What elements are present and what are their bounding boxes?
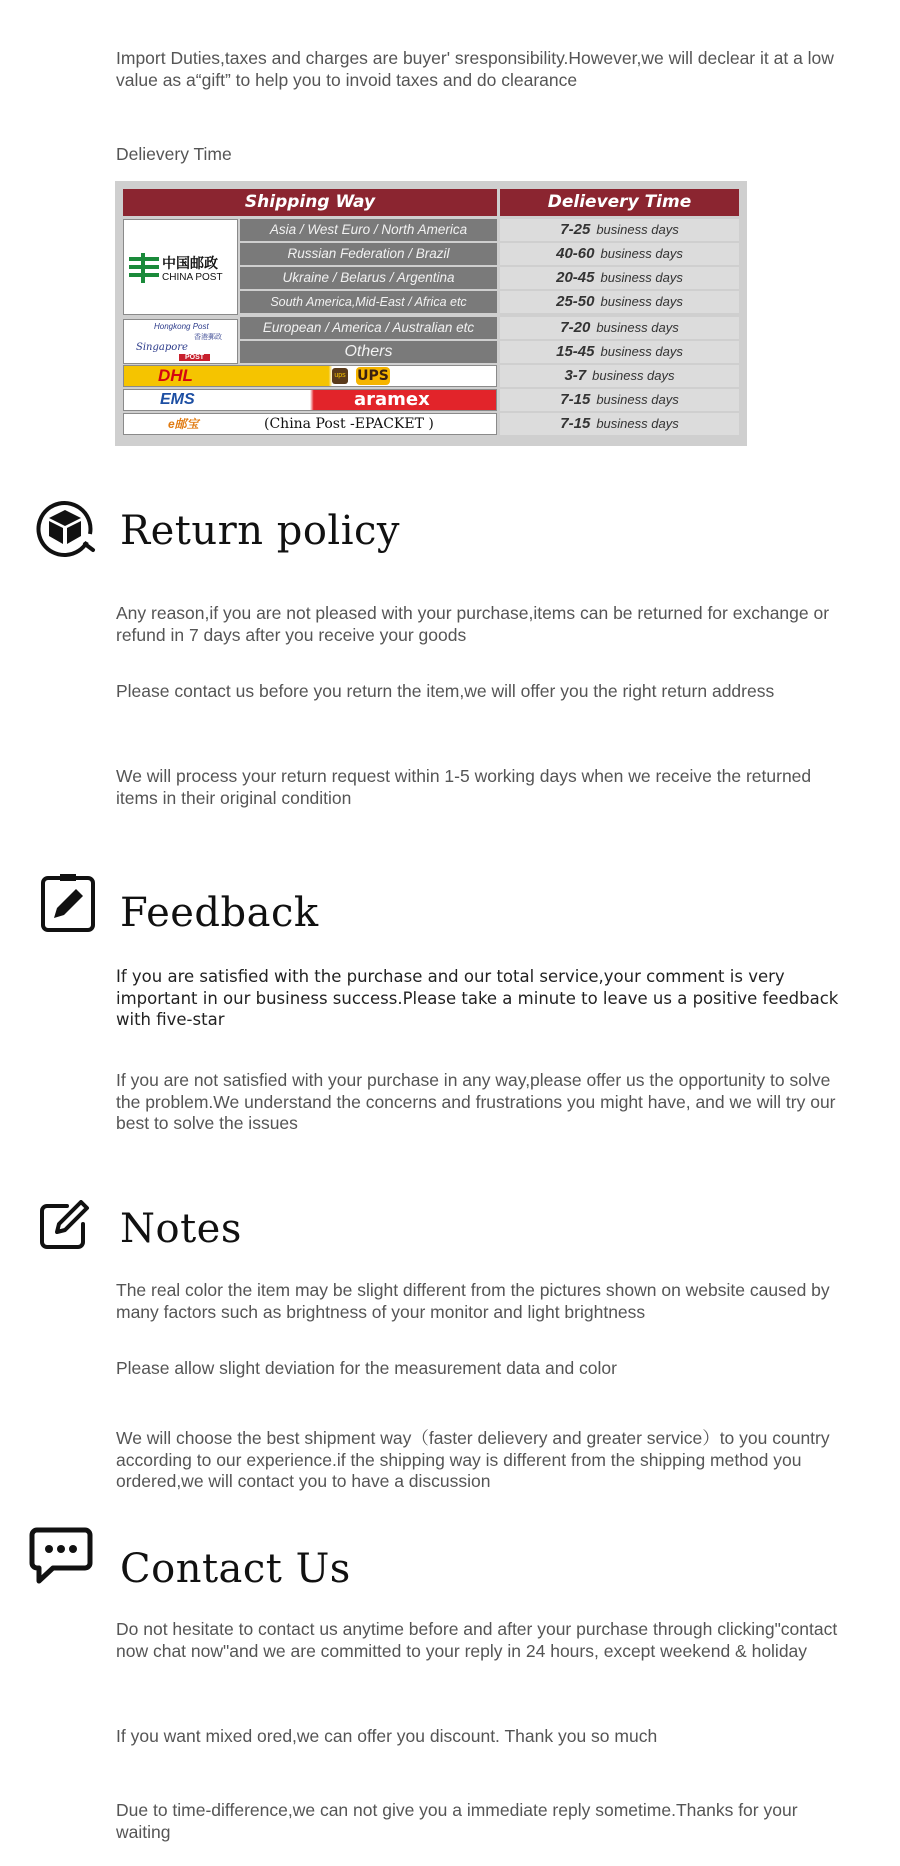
ems-logo: EMS xyxy=(160,391,195,408)
china-post-icon xyxy=(127,251,161,285)
route-row: European / America / Australian etc xyxy=(240,317,497,339)
delivery-time-label: Delievery Time xyxy=(116,144,232,164)
time-row xyxy=(500,389,739,411)
dhl-logo: DHL xyxy=(158,366,193,385)
singapore-post-badge: POST xyxy=(179,354,210,361)
notes-p2: Please allow slight deviation for the measurement data and color xyxy=(116,1358,617,1378)
ups-logo: UPS xyxy=(357,368,389,384)
notes-edit-icon xyxy=(39,1200,91,1250)
route-row: South America,Mid-East / Africa etc xyxy=(240,291,497,313)
time-row xyxy=(500,291,739,313)
shipping-table xyxy=(115,181,747,446)
china-post-en: CHINA POST xyxy=(162,272,223,283)
china-post-cn: 中国邮政 xyxy=(162,256,218,272)
days: 15-45 xyxy=(556,343,595,360)
days: 7-20 xyxy=(560,319,591,336)
hk-post-text: Hongkong Post xyxy=(154,322,209,331)
days: 20-45 xyxy=(556,269,595,286)
route-row: Russian Federation / Brazil xyxy=(240,243,497,265)
china-post-logo xyxy=(123,219,238,315)
days: 7-15 xyxy=(560,415,591,432)
return-policy-title: Return policy xyxy=(120,508,400,554)
unit: business days xyxy=(596,222,679,237)
feedback-p2: If you are not satisfied with your purchase in any way,please offer us the opportunity to solve the problem.We understand the concerns and frustrations you might have, and we will try our best to solve the issues xyxy=(116,1070,836,1133)
epacket-logo: e邮宝 xyxy=(168,417,199,431)
contact-p2: If you want mixed ored,we can offer you discount. Thank you so much xyxy=(116,1726,658,1746)
duties-text: Import Duties,taxes and charges are buyer' sresponsibility.However,we will declear it at a low value as a“gift” to help you to invoid taxes and do clearance xyxy=(116,48,834,90)
days: 7-25 xyxy=(560,221,591,238)
contact-p3: Due to time-difference,we can not give you a immediate reply sometime.Thanks for your waiting xyxy=(116,1800,798,1842)
unit: business days xyxy=(600,294,683,309)
time-row xyxy=(500,365,739,387)
time-row xyxy=(500,267,739,289)
days: 7-15 xyxy=(560,391,591,408)
feedback-title: Feedback xyxy=(120,890,319,936)
contact-p1: Do not hesitate to contact us anytime before and after your purchase through clicking"contact now chat now"and we are committed to your reply in 24 hours, except weekend & holiday xyxy=(116,1619,838,1661)
unit: business days xyxy=(596,416,679,431)
unit: business days xyxy=(592,368,675,383)
ups-small-logo: ups xyxy=(332,368,348,384)
unit: business days xyxy=(596,320,679,335)
unit: business days xyxy=(596,392,679,407)
delivery-time-header: Delievery Time xyxy=(500,189,739,216)
route-row: Ukraine / Belarus / Argentina xyxy=(240,267,497,289)
return-p2: Please contact us before you return the item,we will offer you the right return address xyxy=(116,681,775,701)
chat-icon xyxy=(29,1527,93,1587)
unit: business days xyxy=(600,344,683,359)
epacket-row xyxy=(123,413,497,435)
unit: business days xyxy=(600,270,683,285)
time-row xyxy=(500,317,739,339)
ems-aramex-row xyxy=(123,389,497,411)
route-row: Asia / West Euro / North America xyxy=(240,219,497,241)
notes-p3: We will choose the best shipment way（faster delievery and greater service）to you country according to our experience.if the shipping way is different from the shipping method you ordered,we will contact you to have a discussion xyxy=(116,1428,830,1491)
time-row xyxy=(500,341,739,363)
box-icon xyxy=(35,498,97,558)
feedback-pencil-icon xyxy=(40,872,96,932)
days: 3-7 xyxy=(564,367,587,384)
shipping-way-header: Shipping Way xyxy=(123,189,497,216)
dhl-ups-row xyxy=(123,365,497,387)
contact-title: Contact Us xyxy=(120,1546,351,1592)
time-row xyxy=(500,219,739,241)
time-row xyxy=(500,243,739,265)
notes-title: Notes xyxy=(120,1206,242,1252)
aramex-logo: aramex xyxy=(354,389,430,410)
unit: business days xyxy=(600,246,683,261)
epacket-text: (China Post -EPACKET ) xyxy=(264,416,434,432)
route-row: Others xyxy=(240,341,497,363)
notes-p1: The real color the item may be slight different from the pictures shown on website caused by many factors such as brightness of your monitor and light brightness xyxy=(116,1280,830,1322)
return-p3: We will process your return request within 1-5 working days when we receive the returned items in their original condition xyxy=(116,766,812,808)
hk-post-cn: 香港郵政 xyxy=(194,334,222,341)
return-p1: Any reason,if you are not pleased with your purchase,items can be returned for exchange or refund in 7 days after you receive your goods xyxy=(116,603,830,645)
feedback-p1: If you are satisfied with the purchase and our total service,your comment is very important in our business success.Please take a minute to leave us a positive feedback with five-star xyxy=(116,967,839,1029)
time-row xyxy=(500,413,739,435)
days: 40-60 xyxy=(556,245,595,262)
hk-singapore-logo xyxy=(123,319,238,364)
singapore-text: Singapore xyxy=(136,342,188,353)
days: 25-50 xyxy=(556,293,595,310)
